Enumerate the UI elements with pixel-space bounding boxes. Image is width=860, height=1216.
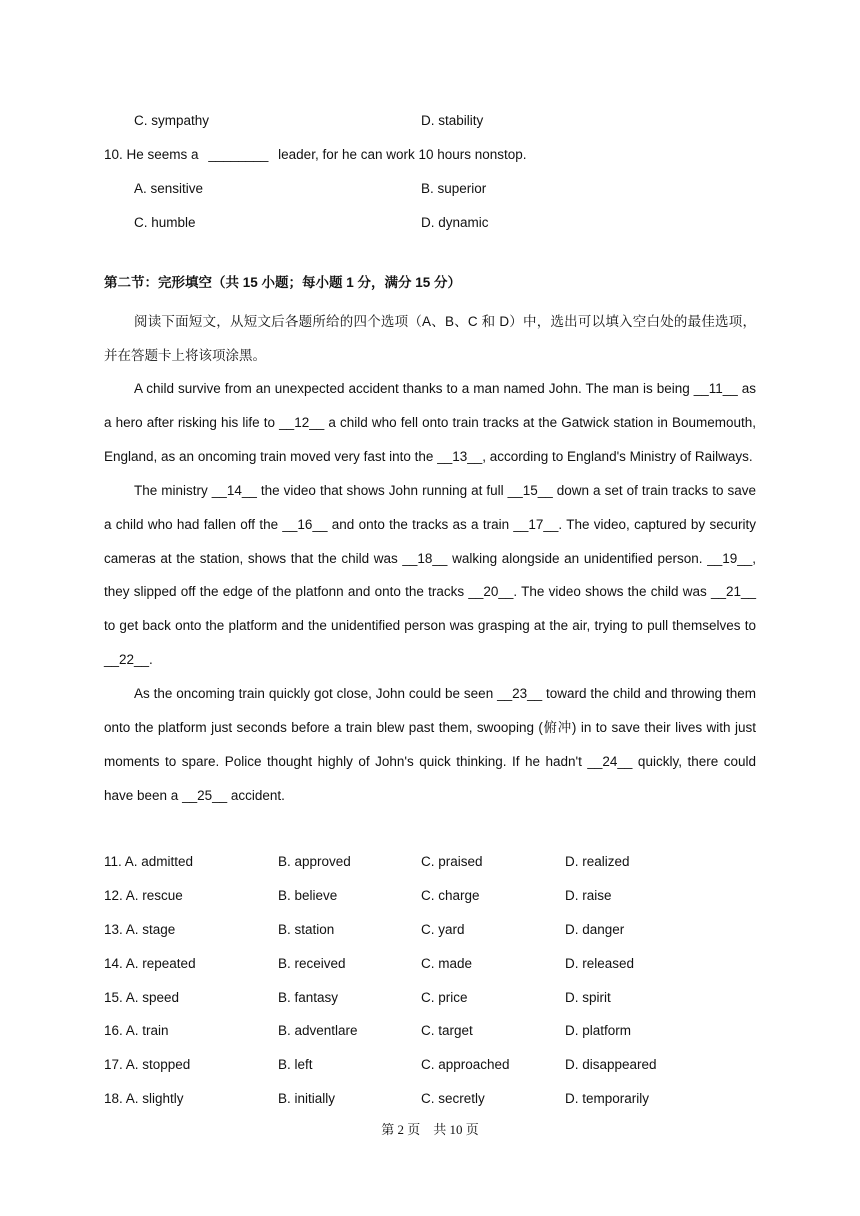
option-a: 14. A. repeated bbox=[104, 956, 196, 971]
question-row-11 bbox=[104, 852, 764, 872]
option-a: 12. A. rescue bbox=[104, 888, 183, 903]
option-c: C. target bbox=[421, 1023, 473, 1038]
q10-stem-start: 10. He seems a bbox=[104, 147, 199, 162]
option-b: B. initially bbox=[278, 1091, 336, 1106]
question-row-17 bbox=[104, 1055, 764, 1075]
option-a: 18. A. slightly bbox=[104, 1091, 184, 1106]
q9-option-c: C. sympathy bbox=[134, 113, 210, 128]
option-d: D. temporarily bbox=[565, 1091, 650, 1106]
section-heading: 第二节：完形填空（共 15 小题；每小题 1 分，满分 15 分） bbox=[104, 275, 462, 290]
question-row-18 bbox=[104, 1089, 764, 1109]
passage bbox=[104, 372, 756, 813]
question-row-15 bbox=[104, 988, 764, 1008]
option-d: D. released bbox=[565, 956, 635, 971]
question-row-13 bbox=[104, 920, 764, 940]
question-row-16 bbox=[104, 1021, 764, 1041]
passage-paragraph-3: As the oncoming train quickly got close, John could be seen __23__ toward the child and throwing them onto the platform just seconds before a train blew past them, swooping (俯冲) in to save their lives with just moments to spare. Police thought highly of John's quick thinking. If he hadn't __24__ quickly, there could have been a __25__ accident. bbox=[104, 686, 756, 803]
q10-option-b: B. superior bbox=[421, 181, 487, 196]
option-a: 11. A. admitted bbox=[104, 854, 194, 869]
option-c: C. yard bbox=[421, 922, 465, 937]
q10-stem-end: leader, for he can work 10 hours nonstop. bbox=[278, 147, 527, 162]
option-a: 13. A. stage bbox=[104, 922, 176, 937]
q10-stem bbox=[104, 145, 527, 165]
option-d: D. realized bbox=[565, 854, 630, 869]
passage-paragraph-2: The ministry __14__ the video that shows John running at full __15__ down a set of train tracks to save a child who had fallen off the __16__ and onto the tracks as a train __17__. The video, captured by security cameras at the station, shows that the child was __18__ walking alongside an unidentified person. __19__, they slipped off the edge of the platfonn and onto the tracks __20__. The video shows the child was __21__ to get back onto the platform and the unidentified person was grasping at the air, trying to pull themselves to __22__. bbox=[104, 482, 756, 668]
q10-blank: ________ bbox=[208, 147, 269, 162]
question-row-14 bbox=[104, 954, 764, 974]
passage-paragraph-1: A child survive from an unexpected accident thanks to a man named John. The man is being __11__ as a hero after risking his life to __12__ a child who fell onto train tracks at the Gatwick station in Boumemouth, England, as an oncoming train moved very fast into the __13__, according to England's Ministry of Railways. bbox=[104, 381, 756, 464]
option-b: B. adventlare bbox=[278, 1023, 358, 1038]
instructions: 阅读下面短文，从短文后各题所给的四个选项（A、B、C 和 D）中，选出可以填入空白处的最佳选项，并在答题卡上将该项涂黑。 bbox=[104, 314, 756, 363]
q9-option-d: D. stability bbox=[421, 113, 484, 128]
q10-option-c: C. humble bbox=[134, 215, 196, 230]
question-row-12 bbox=[104, 886, 764, 906]
q10-option-a: A. sensitive bbox=[134, 181, 204, 196]
option-b: B. approved bbox=[278, 854, 351, 869]
option-a: 17. A. stopped bbox=[104, 1057, 191, 1072]
option-d: D. spirit bbox=[565, 990, 611, 1005]
option-b: B. received bbox=[278, 956, 346, 971]
option-a: 16. A. train bbox=[104, 1023, 169, 1038]
page-footer: 第 2 页 共 10 页 bbox=[381, 1122, 479, 1137]
option-a: 15. A. speed bbox=[104, 990, 180, 1005]
option-c: C. price bbox=[421, 990, 468, 1005]
option-b: B. believe bbox=[278, 888, 338, 903]
option-b: B. left bbox=[278, 1057, 313, 1072]
q10-option-d: D. dynamic bbox=[421, 215, 489, 230]
option-d: D. disappeared bbox=[565, 1057, 657, 1072]
option-c: C. charge bbox=[421, 888, 480, 903]
option-b: B. fantasy bbox=[278, 990, 339, 1005]
option-d: D. platform bbox=[565, 1023, 632, 1038]
option-b: B. station bbox=[278, 922, 335, 937]
option-d: D. raise bbox=[565, 888, 612, 903]
option-c: C. secretly bbox=[421, 1091, 485, 1106]
option-c: C. praised bbox=[421, 854, 483, 869]
option-c: C. approached bbox=[421, 1057, 510, 1072]
option-d: D. danger bbox=[565, 922, 625, 937]
option-c: C. made bbox=[421, 956, 473, 971]
